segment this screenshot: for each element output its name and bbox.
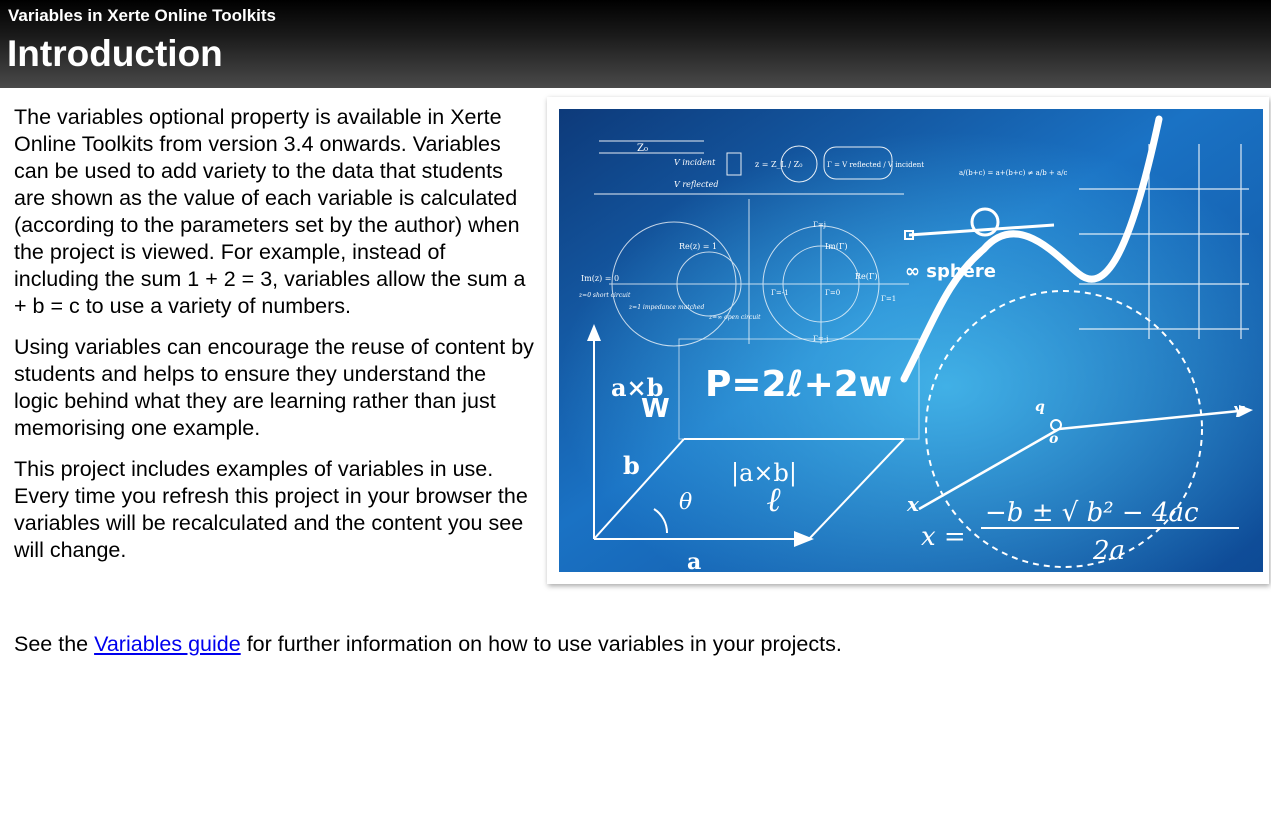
label-z-ratio: z = Z_L / Z₀ [755,160,803,169]
guide-paragraph [14,631,1014,658]
label-impedance-matched: z=1 impedance matched [629,304,705,311]
label-q: q [1035,399,1045,415]
label-gamma-0: Γ=0 [825,289,841,297]
label-gamma-j: Γ=j [813,221,826,229]
label-origin: o [1049,431,1059,447]
label-gamma-1: Γ=1 [881,295,897,303]
label-x-axis: x [907,492,919,516]
label-small-equation: a/(b+c) = a+(b+c) ≠ a/b + a/c [959,169,1068,177]
variables-guide-link[interactable]: Variables guide [94,632,241,656]
label-sphere: ∞ sphere [905,261,996,282]
label-l: ℓ [767,480,782,520]
intro-paragraph-3: This project includes examples of variables in use. Every time you refresh this project in your browser the variables will be recalculated and the content you see will change. [14,457,528,562]
label-z0: Z₀ [637,143,648,154]
quadratic-denominator: 2a [1093,536,1126,566]
page-title: Introduction [7,33,223,74]
label-y-axis: Y [1233,403,1244,421]
label-x-equals: x = [921,522,966,552]
label-v-incident: V incident [674,158,716,167]
label-gamma-minus-1: Γ=-1 [771,289,789,297]
label-theta: θ [679,490,693,515]
perimeter-formula: P=2ℓ+2w [705,364,893,405]
intro-paragraph-2: Using variables can encourage the reuse of content by students and helps to ensure they understand the logic behind what they are learning rather than just memorising one example. [14,335,534,440]
label-w: W [641,394,670,424]
label-im-z: Im(z) = 0 [581,274,620,283]
main-content [14,104,534,578]
app-title: Variables in Xerte Online Toolkits [8,6,276,25]
quadratic-numerator: −b ± √ b² − 4ac [985,498,1199,528]
math-illustration [559,109,1263,572]
label-gamma-ratio: Γ = V reflected / V incident [827,161,925,169]
label-short-circuit: z=0 short circuit [579,292,631,299]
intro-paragraph-1: The variables optional property is available in Xerte Online Toolkits from version 3.4 onwards. Variables can be used to add variety to the data that students are shown as the value of each variable is calculated (according to the parameters set by the author) when the project is viewed. For example, instead of including the sum 1 + 2 = 3, variables allow the sum a + b = c to use a variety of numbers. [14,105,526,318]
label-a: a [687,549,702,572]
label-b: b [623,451,640,480]
label-v-reflected: V reflected [674,180,719,189]
label-re-gamma: Re(Γ) [855,272,878,281]
guide-prefix: See the [14,632,95,656]
header-bar [0,0,1271,88]
label-gamma-minus-j: Γ=-j [813,335,829,343]
label-open-circuit: z=∞ open circuit [709,314,761,321]
label-im-gamma: Im(Γ) [825,242,848,251]
label-re-z: Re(z) = 1 [679,242,718,251]
label-abs-a-cross-b: |a×b| [731,459,797,487]
label-a-cross-b: a×b [611,373,664,402]
math-illustration-frame [547,97,1269,584]
guide-suffix: for further information on how to use variables in your projects. [240,632,842,656]
